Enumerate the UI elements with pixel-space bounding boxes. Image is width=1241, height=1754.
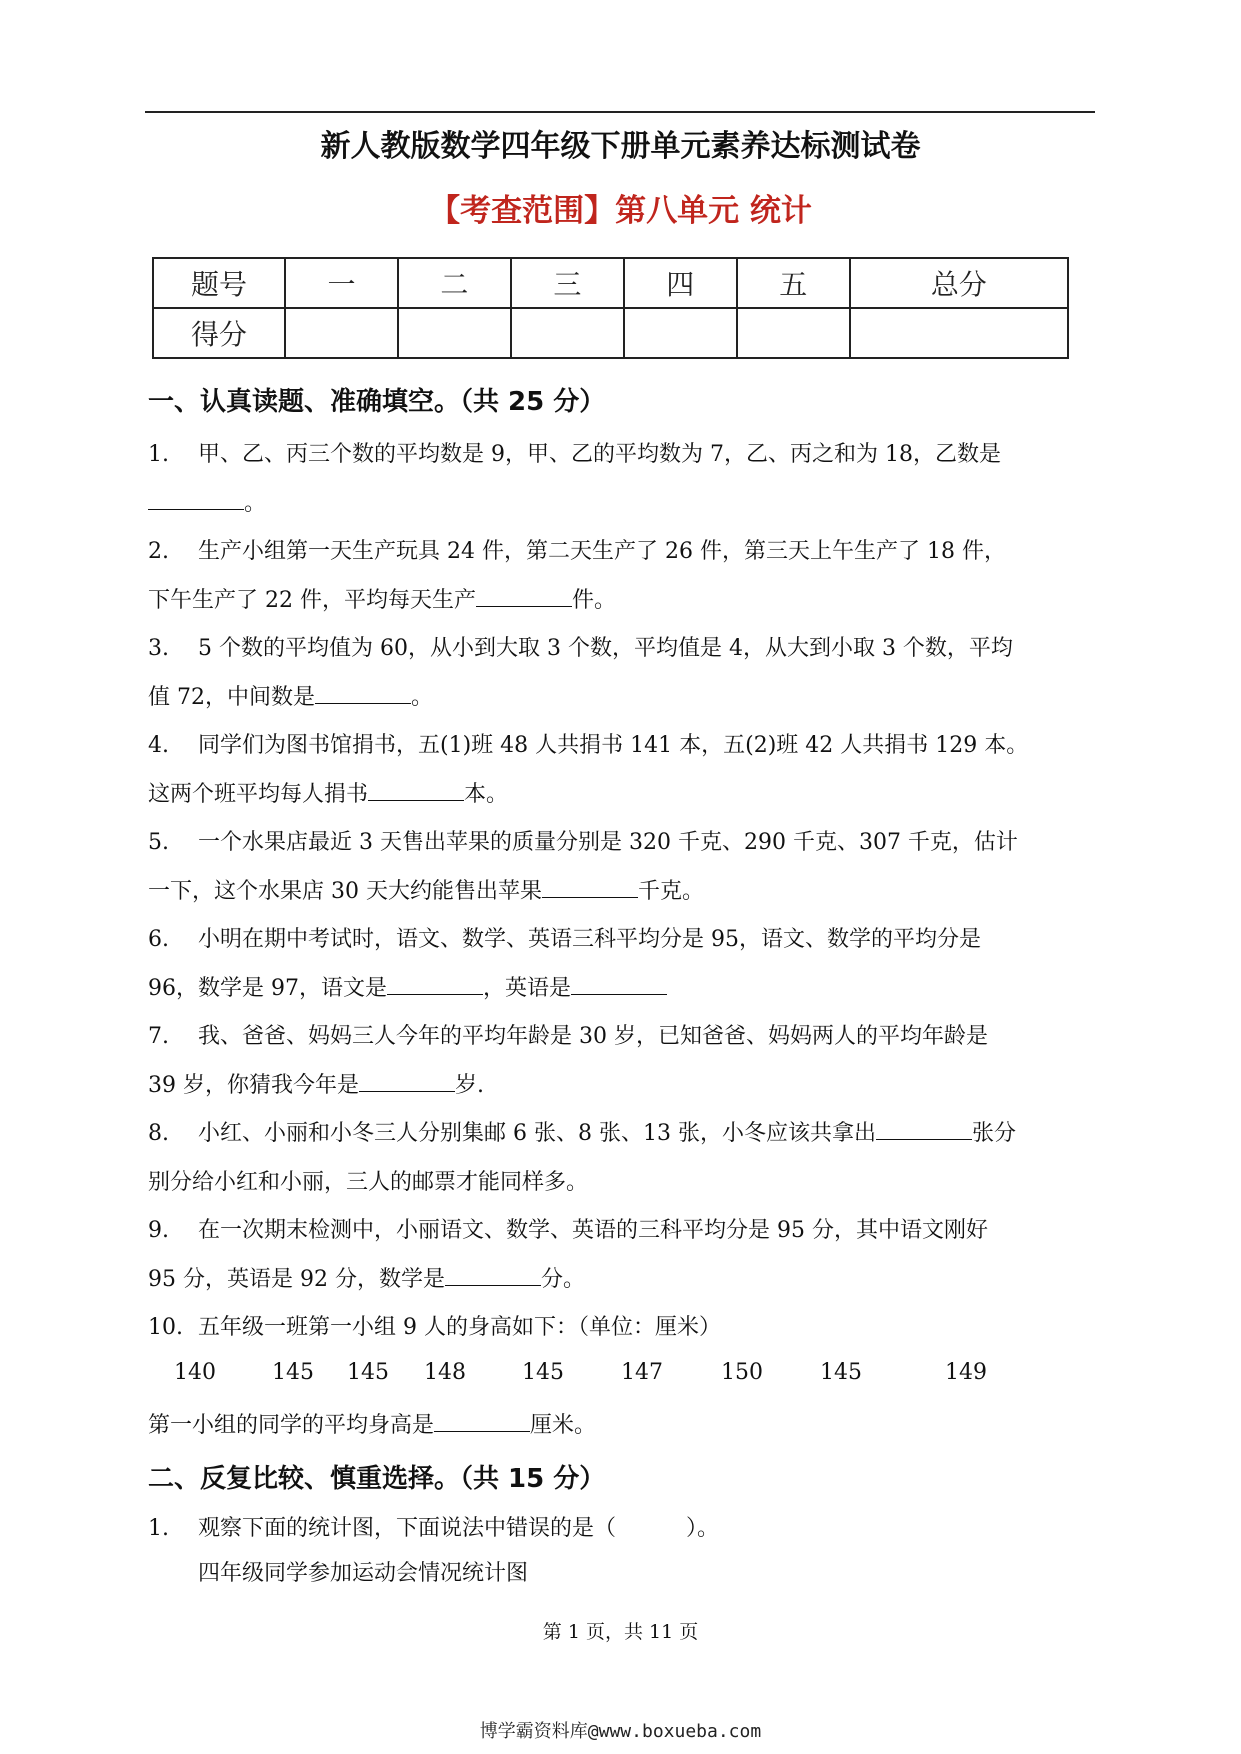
question-1: [148, 430, 1098, 528]
answer-blank: [315, 683, 411, 704]
height-value: 145: [347, 1360, 389, 1385]
question-number: 2.: [148, 539, 169, 564]
score-header-cell: 三: [511, 258, 624, 308]
question-10: [148, 1303, 1098, 1352]
height-value: 148: [424, 1360, 466, 1385]
scope-subtitle: 【考查范围】第八单元 统计: [429, 193, 812, 229]
height-values: [0, 1360, 1241, 1400]
question-text: 96，数学是 97，语文是: [148, 976, 387, 1001]
question-text: 95 分，英语是 92 分，数学是: [148, 1267, 445, 1292]
answer-blank: [542, 877, 638, 898]
score-table: [152, 257, 1069, 359]
page-number: 第 1 页，共 11 页: [542, 1621, 699, 1643]
question-text: 在一次期末检测中，小丽语文、数学、英语的三科平均分是 95 分，其中语文刚好: [198, 1218, 988, 1243]
height-value: 145: [522, 1360, 564, 1385]
chart-caption: 四年级同学参加运动会情况统计图: [198, 1561, 529, 1586]
question-text: ，英语是: [482, 976, 571, 1001]
question-number: 6.: [148, 927, 169, 952]
question-text: 第一小组的同学的平均身高是: [148, 1413, 435, 1438]
question-number: 8.: [148, 1121, 169, 1146]
question-7: [148, 1012, 1098, 1110]
section-2-title: 二、反复比较、慎重选择。（共 15 分）: [148, 1464, 606, 1494]
score-header-cell: 五: [737, 258, 850, 308]
score-cell: [737, 308, 850, 358]
question-text: 值 72，中间数是: [148, 685, 315, 710]
question-text: 我、爸爸、妈妈三人今年的平均年龄是 30 岁，已知爸爸、妈妈两人的平均年龄是: [198, 1024, 988, 1049]
question-text: 5 个数的平均值为 60，从小到大取 3 个数，平均值是 4，从大到小取 3 个数，平均: [198, 636, 1013, 661]
score-cell: [398, 308, 511, 358]
question-text: 件。: [571, 588, 616, 613]
answer-blank: [476, 586, 572, 607]
question-5: [148, 818, 1098, 916]
score-row-label: 得分: [153, 308, 285, 358]
score-cell: [511, 308, 624, 358]
question-text: 下午生产了 22 件，平均每天生产: [148, 588, 476, 613]
question-text: 一个水果店最近 3 天售出苹果的质量分别是 320 千克、290 千克、307 千克，估计: [198, 830, 1018, 855]
score-header-cell: 二: [398, 258, 511, 308]
answer-blank: [571, 974, 667, 995]
question-number: 1.: [148, 1516, 169, 1541]
height-value: 145: [272, 1360, 314, 1385]
height-value: 140: [174, 1360, 216, 1385]
question-number: 10.: [148, 1315, 183, 1340]
question-number: 9.: [148, 1218, 169, 1243]
question-text: 分。: [540, 1267, 585, 1292]
question-9: [148, 1206, 1098, 1304]
score-table-header-row: [153, 258, 1068, 308]
question-text: 别分给小红和小丽，三人的邮票才能同样多。: [148, 1170, 589, 1195]
score-header-cell: 四: [624, 258, 737, 308]
question-text: 小明在期中考试时，语文、数学、英语三科平均分是 95，语文、数学的平均分是: [198, 927, 981, 952]
question-text: 生产小组第一天生产玩具 24 件，第二天生产了 26 件，第三天上午生产了 18 件，: [198, 539, 1006, 564]
question-number: 1.: [148, 442, 169, 467]
question-4: [148, 721, 1098, 819]
page-title: 新人教版数学四年级下册单元素养达标测试卷: [320, 129, 921, 164]
question-text: 张分: [971, 1121, 1016, 1146]
site-watermark: 博学霸资料库@www.boxueba.com: [479, 1721, 762, 1742]
height-value: 145: [820, 1360, 862, 1385]
answer-blank: [368, 780, 464, 801]
question-text: 这两个班平均每人捐书: [148, 782, 369, 807]
score-header-cell: 一: [285, 258, 398, 308]
question-number: 3.: [148, 636, 169, 661]
answer-blank: [148, 489, 244, 510]
question-8: [148, 1109, 1098, 1207]
choice-question-1: [148, 1504, 1098, 1553]
question-6: [148, 915, 1098, 1013]
question-text: 五年级一班第一小组 9 人的身高如下：（单位：厘米）: [198, 1315, 721, 1340]
question-text: 小红、小丽和小冬三人分别集邮 6 张、8 张、13 张，小冬应该共拿出: [198, 1121, 876, 1146]
question-number: 5.: [148, 830, 169, 855]
question-text: 。: [411, 685, 434, 710]
question-text: 同学们为图书馆捐书，五(1)班 48 人共捐书 141 本，五(2)班 42 人共捐书 129 本。: [198, 733, 1029, 758]
question-text: 39 岁，你猜我今年是: [148, 1073, 359, 1098]
answer-blank: [387, 974, 483, 995]
answer-blank: [359, 1071, 455, 1092]
height-value: 149: [945, 1360, 987, 1385]
height-value: 147: [621, 1360, 663, 1385]
question-3: [148, 624, 1098, 722]
question-text: 。: [244, 491, 267, 516]
score-cell: [624, 308, 737, 358]
score-header-cell: 总分: [850, 258, 1068, 308]
question-text: 岁.: [455, 1073, 484, 1098]
question-text: 一下，这个水果店 30 天大约能售出苹果: [148, 879, 542, 904]
question-text: 观察下面的统计图，下面说法中错误的是（: [198, 1516, 617, 1541]
question-text: 甲、乙、丙三个数的平均数是 9，甲、乙的平均数为 7，乙、丙之和为 18，乙数是: [198, 442, 1001, 467]
score-table-score-row: [153, 308, 1068, 358]
height-value: 150: [721, 1360, 763, 1385]
score-cell: [850, 308, 1068, 358]
header-rule: [145, 111, 1095, 113]
answer-blank: [434, 1411, 530, 1432]
score-header-cell: 题号: [153, 258, 285, 308]
question-text: ）。: [686, 1516, 720, 1541]
score-cell: [285, 308, 398, 358]
question-text: 本。: [464, 782, 509, 807]
question-text: 千克。: [637, 879, 704, 904]
section-1-title: 一、认真读题、准确填空。（共 25 分）: [148, 387, 606, 417]
answer-blank: [876, 1119, 972, 1140]
question-number: 7.: [148, 1024, 169, 1049]
question-2: [148, 527, 1098, 625]
question-text: 厘米。: [530, 1413, 597, 1438]
question-number: 4.: [148, 733, 169, 758]
answer-blank: [445, 1265, 541, 1286]
question-10-answer-line: [148, 1401, 1098, 1450]
